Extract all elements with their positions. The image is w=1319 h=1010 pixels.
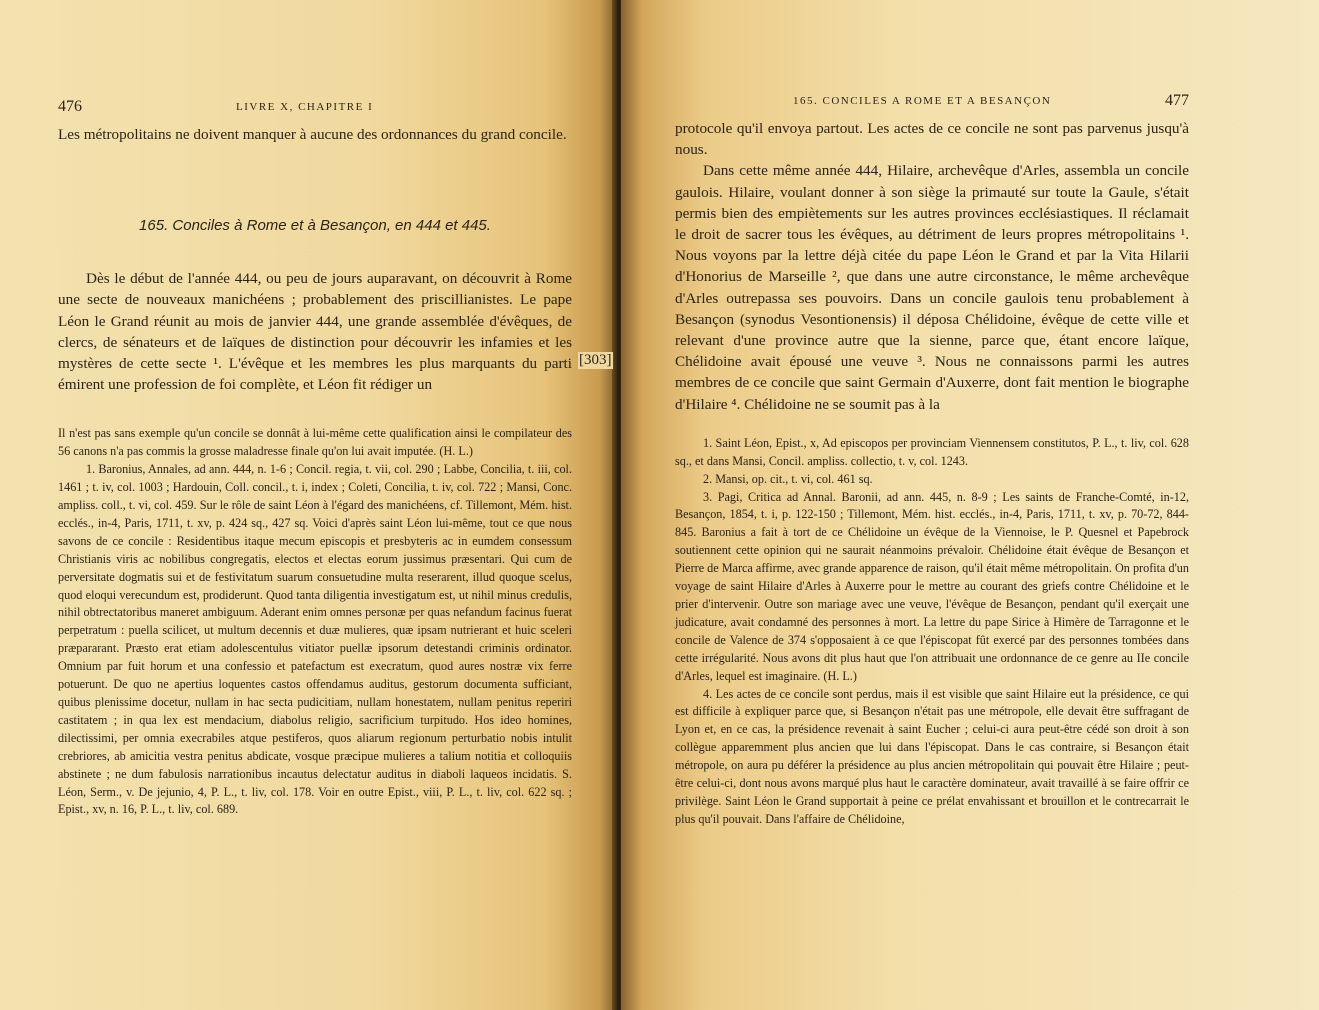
right-body-paragraph: Dans cette même année 444, Hilaire, archevêque d'Arles, assembla un concile gaulois. Hilaire, voulant donner à son siège la primauté sur toute la Gaule, s'était permis bien des empiètements sur les autres provinces ecclésiastiques. Il réclamait le droit de sacrer tous les évêques, au détriment de leurs propres métropolitains ¹. Nous voyons par la lettre déjà citée du pape Léon le Grand et par la Vita Hilarii d'Honorius de Marseille ², que dans une autre circonstance, le même archevêque d'Arles outrepassa ses pouvoirs. Dans un concile gaulois tenu probablement à Besançon (synodus Vesontionensis) il déposa Chélidoine, évêque de cette ville et relevant d'une province autre que la sienne, parce que, étant encore laïque, Chélidoine avait épousé une veuve ³. Nous ne connaissons parmi les autres membres de ce concile que saint Germain d'Auxerre, dont fait mention le biographe d'Hilaire ⁴. Chélidoine ne se soumit pas à la: [675, 162, 1189, 413]
margin-page-reference: [303]: [579, 352, 612, 368]
left-running-head: [58, 98, 572, 124]
left-body-paragraph: Dès le début de l'année 444, ou peu de jours auparavant, on découvrit à Rome une secte de nouveaux manichéens ; probablement des priscillianistes. Le pape Léon le Grand réunit au mois de janvier 444, une grande assemblée d'évêques, de clercs, de sénateurs et de laïques de distinction pour découvrir les infamies et les mystères de cette secte ¹. L'évêque et les membres les plus marquants du parti émirent une profession de foi complète, et Léon fit rédiger un: [58, 270, 572, 394]
footnote-3: 3. Pagi, Critica ad Annal. Baronii, ad ann. 445, n. 8-9 ; Les saints de Franche-Comté, in-12, Besançon, 1854, t. i, p. 122-150 ; Tillemont, Mém. hist. ecclés., in-4, Paris, 1711, t. xv, p. 70-72, 844-845. Baronius a fait à tort de ce Chélidoine un évêque de la Viennoise, le P. Quesnel et Papebrock soutiennent cette opinion qui ne saurait néanmoins prévaloir. Chélidoine était évêque de Besançon et Pierre de Marca affirme, avec grande apparence de raison, qu'il était même métropolitain. On profita d'un voyage de saint Hilaire d'Arles à Auxerre pour le mettre au courant des griefs contre Chélidoine et le prier d'intervenir. Outre son mariage avec une veuve, l'évêque de Besançon, pendant qu'il exerçait une judicature, avait condamné des personnes à mort. La lettre du pape Sirice à Himère de Tarragonne et le concile de Valence de 374 s'opposaient à ce que l'épiscopat fût exercé par des personnes tombées dans cette irrégularité. Nous avons dit plus haut que l'on attribuait une ordonnance de ce genre au IIe concile d'Arles, lequel est imaginaire. (H. L.): [675, 489, 1189, 683]
left-page-number: 476: [58, 98, 82, 115]
left-running-title: LIVRE X, CHAPITRE I: [236, 101, 374, 113]
right-running-head: [675, 92, 1189, 118]
section-heading: 165. Conciles à Rome et à Besançon, en 444 et 445.: [139, 217, 491, 235]
left-footnotes: [58, 425, 572, 819]
footnote-1: 1. Saint Léon, Epist., x, Ad episcopos per provinciam Viennensem constitutos, P. L., t. liv, col. 628 sq., et dans Mansi, Concil. ampliss. collectio, t. v, col. 1243.: [675, 435, 1189, 468]
left-page: [0, 0, 618, 1010]
right-carry-over-text: protocole qu'il envoya partout. Les actes de ce concile ne sont pas parvenus jusqu'à nous.: [675, 120, 1189, 159]
right-running-title: 165. CONCILES A ROME ET A BESANÇON: [793, 95, 1052, 107]
footnote-1: 1. Baronius, Annales, ad ann. 444, n. 1-6 ; Concil. regia, t. vii, col. 290 ; Labbe, Concilia, t. iii, col. 1461 ; t. iv, col. 1003 ; Hardouin, Coll. concil., t. i, index ; Coleti, Concilia, t. iv, col. 722 ; Mansi, Conc. ampliss. coll., t. vi, col. 459. Sur le rôle de saint Léon à l'égard des manichéens, cf. Tillemont, Mém. hist. ecclés., in-4, Paris, 1711, t. xv, p. 424 sq., 427 sq. Voici d'après saint Léon lui-même, tout ce que nous savons de ce concile : Residentibus itaque mecum episcopis et presbyteris ac in eumdem consessum Christianis viris ac nobilibus congregatis, electos et electas eorum jussimus præsentari. Qui cum de perversitate dogmatis sui et de festivitatum suarum consuetudine multa reserarent, illud quoque scelus, quod eloqui verecundum est, prodiderunt. Quod tanta diligentia investigatum est, ut nihil minus credulis, nihil obtrectatoribus maneret ambiguum. Aderant enim omnes personæ per quas nefandum facinus fuerat perpetratum : puella scilicet, ut multum decennis et duæ mulieres, quæ ipsam nutrierant et huic sceleri præpararant. Præsto erat etiam adolescentulus vitiator puellæ ipsorum detestandi criminis ordinator. Omnium par fuit horum et una confessio et patefactum est execratum, quod aures nostræ vix ferre potuerunt. De quo ne apertius loquentes castos offendamus auditus, gestorum documenta sufficiant, quibus plenissime docetur, nullam in hac secta pudicitiam, nullam honestatem, nullam penitus reperiri castitatem ; in qua lex est mendacium, diabolus religio, sacrificium turpitudo. Hos ideo homines, dilectissimi, per omnia execrabiles atque pestiferos, quos aliarum regionum perturbatio nobis intulit crebriores, ab amicitia vestra penitus abdicate, vosque præcipue mulieres a talium notitia et colloquiis abstinete ; ne dum fabulosis narrationibus incautus delectatur auditus in diaboli laqueos incidatis. S. Léon, Serm., v. De jejunio, 4, P. L., t. liv, col. 178. Voir en outre Epist., viii, P. L., t. liv, col. 622 sq. ; Epist., xv, n. 16, P. L., t. liv, col. 689.: [58, 462, 572, 817]
right-footnotes: [675, 435, 1189, 829]
footnote-4: 4. Les actes de ce concile sont perdus, mais il est visible que saint Hilaire eut la présidence, ce qui est difficile à expliquer parce que, si Besançon n'était pas une métropole, elle devait être suffragant de Lyon et, en ce cas, la présidence revenait à saint Eucher ; celui-ci aura peut-être cédé son droit à son collègue apparemment plus ancien que lui dans l'épiscopat. Dans le cas contraire, si Besançon était métropole, on aura pu déférer la présidence au plus ancien métropolitain qui pouvait être Hilaire ; peut-être celui-ci, dont nous avons marqué plus haut le caractère dominateur, avait travaillé à se faire offrir ce privilège. Saint Léon le Grand supportait à peine ce prélat envahissant et brouillon et le contrecarrait le plus qu'il pouvait. Dans l'affaire de Chélidoine,: [675, 686, 1189, 826]
left-carry-over-text: Les métropolitains ne doivent manquer à aucune des ordonnances du grand concile.: [58, 126, 567, 143]
footnote-2: 2. Mansi, op. cit., t. vi, col. 461 sq.: [703, 471, 873, 486]
footnote-continuation: Il n'est pas sans exemple qu'un concile se donnât à lui-même cette qualification ainsi le compilateur des 56 canons n'a pas commis la grosse maladresse finale qu'on lui avait imputée. (H. L.): [58, 426, 572, 459]
right-page-number: 477: [1165, 92, 1189, 109]
right-page: [621, 0, 1319, 1010]
